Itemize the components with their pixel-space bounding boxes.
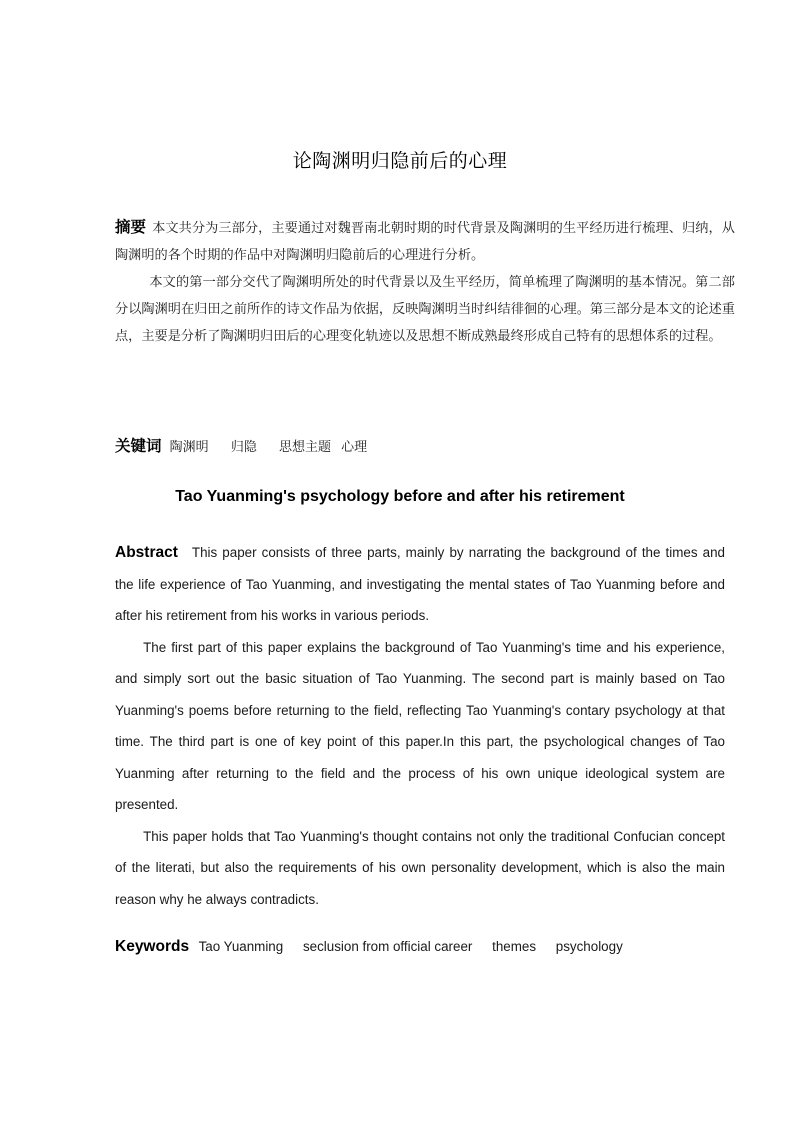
english-keyword: Tao Yuanming <box>198 939 284 954</box>
english-abstract <box>115 537 725 915</box>
chinese-keywords-label: 关键词 <box>115 437 162 455</box>
chinese-abstract-label: 摘要 <box>115 218 147 236</box>
english-abstract-paragraph-2: The first part of this paper explains the background of Tao Yuanming's time and his experience, and simply sort out the basic situation of Tao Yuanming. The second part is mainly based on Tao Yuanming's poems before returning to the field, reflecting Tao Yuanming's contary psychology at that time. The third part is one of key point of this paper.In this part, the psychological changes of Tao Yuanming after returning to the field and the process of his own unique ideological system are presented. <box>115 639 725 812</box>
english-title: Tao Yuanming's psychology before and after his retirement <box>175 488 625 505</box>
english-keywords <box>115 938 735 956</box>
english-abstract-label: Abstract <box>115 544 178 561</box>
english-keyword: themes <box>492 939 537 954</box>
chinese-abstract-paragraph-2: 本文的第一部分交代了陶渊明所处的时代背景以及生平经历，简单梳理了陶渊明的基本情况。第二部分以陶渊明在归田之前所作的诗文作品为依据，反映陶渊明当时纠结徘徊的心理。第三部分是本文的论述重点，主要是分析了陶渊明归田后的心理变化轨迹以及思想不断成熟最终形成自己特有的思想体系的过程。 <box>115 275 735 344</box>
english-keywords-label: Keywords <box>115 938 190 955</box>
chinese-title: 论陶渊明归隐前后的心理 <box>292 150 508 172</box>
english-keyword: psychology <box>555 939 623 954</box>
chinese-abstract <box>115 214 735 350</box>
chinese-keyword: 归隐 <box>230 440 257 455</box>
english-abstract-paragraph-3: This paper holds that Tao Yuanming's thought contains not only the traditional Confucian concept of the literati, but also the requirements of his own personality development, which is also the main reason why he always contradicts. <box>115 828 725 907</box>
english-keyword: seclusion from official career <box>302 939 473 954</box>
chinese-keyword: 心理 <box>341 440 368 455</box>
chinese-keyword: 思想主题 <box>278 440 331 455</box>
english-abstract-text-1: This paper consists of three parts, mainly by narrating the background of the times and the life experience of Tao Yuanming, and investigating the mental states of Tao Yuanming before and after his retirement from his works in various periods. <box>115 545 725 623</box>
chinese-keyword: 陶渊明 <box>169 440 209 455</box>
english-abstract-paragraph-1 <box>115 537 725 632</box>
chinese-abstract-text-1: 本文共分为三部分，主要通过对魏晋南北朝时期的时代背景及陶渊明的生平经历进行梳理、归纳，从陶渊明的各个时期的作品中对陶渊明归隐前后的心理进行分析。 <box>115 221 735 263</box>
chinese-abstract-paragraph-1 <box>115 214 735 269</box>
chinese-keywords <box>115 434 735 456</box>
